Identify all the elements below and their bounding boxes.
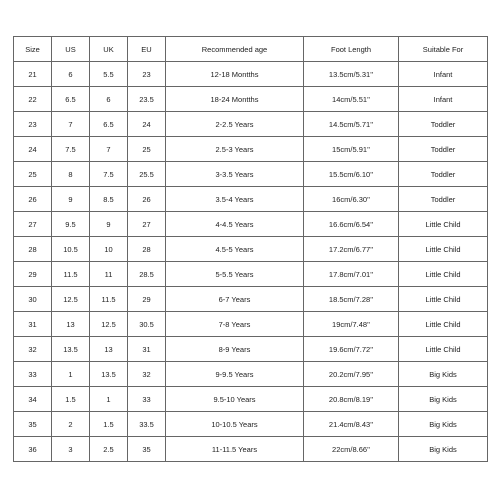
cell-us: 12.5 xyxy=(52,287,90,312)
cell-us: 13.5 xyxy=(52,337,90,362)
cell-uk: 1 xyxy=(90,387,128,412)
cell-recommended-age: 9-9.5 Years xyxy=(166,362,304,387)
cell-us: 6 xyxy=(52,62,90,87)
cell-recommended-age: 4-4.5 Years xyxy=(166,212,304,237)
cell-us: 9 xyxy=(52,187,90,212)
cell-suitable-for: Little Child xyxy=(399,237,488,262)
size-chart-table xyxy=(13,36,488,462)
header-eu: EU xyxy=(128,37,166,62)
cell-size: 35 xyxy=(14,412,52,437)
header-recommended-age: Recommended age xyxy=(166,37,304,62)
cell-us: 13 xyxy=(52,312,90,337)
cell-size: 29 xyxy=(14,262,52,287)
table-row xyxy=(14,287,488,312)
cell-size: 36 xyxy=(14,437,52,462)
table-row xyxy=(14,62,488,87)
cell-size: 33 xyxy=(14,362,52,387)
table-row xyxy=(14,87,488,112)
cell-us: 2 xyxy=(52,412,90,437)
cell-foot-length: 16cm/6.30'' xyxy=(304,187,399,212)
cell-foot-length: 17.2cm/6.77'' xyxy=(304,237,399,262)
cell-foot-length: 18.5cm/7.28'' xyxy=(304,287,399,312)
cell-size: 24 xyxy=(14,137,52,162)
cell-size: 30 xyxy=(14,287,52,312)
table-header-row xyxy=(14,37,488,62)
cell-eu: 23 xyxy=(128,62,166,87)
cell-uk: 11 xyxy=(90,262,128,287)
cell-eu: 29 xyxy=(128,287,166,312)
cell-recommended-age: 7-8 Years xyxy=(166,312,304,337)
cell-uk: 5.5 xyxy=(90,62,128,87)
cell-us: 8 xyxy=(52,162,90,187)
cell-eu: 26 xyxy=(128,187,166,212)
cell-us: 11.5 xyxy=(52,262,90,287)
cell-suitable-for: Infant xyxy=(399,87,488,112)
cell-uk: 8.5 xyxy=(90,187,128,212)
header-suitable-for: Suitable For xyxy=(399,37,488,62)
cell-eu: 24 xyxy=(128,112,166,137)
cell-suitable-for: Toddler xyxy=(399,187,488,212)
cell-us: 9.5 xyxy=(52,212,90,237)
cell-suitable-for: Toddler xyxy=(399,162,488,187)
cell-foot-length: 16.6cm/6.54'' xyxy=(304,212,399,237)
table-row xyxy=(14,112,488,137)
cell-recommended-age: 6-7 Years xyxy=(166,287,304,312)
cell-foot-length: 15.5cm/6.10'' xyxy=(304,162,399,187)
cell-size: 25 xyxy=(14,162,52,187)
cell-us: 1.5 xyxy=(52,387,90,412)
cell-recommended-age: 12-18 Montths xyxy=(166,62,304,87)
cell-uk: 12.5 xyxy=(90,312,128,337)
cell-recommended-age: 3.5-4 Years xyxy=(166,187,304,212)
cell-us: 7.5 xyxy=(52,137,90,162)
cell-uk: 7.5 xyxy=(90,162,128,187)
cell-recommended-age: 18-24 Montths xyxy=(166,87,304,112)
cell-recommended-age: 11-11.5 Years xyxy=(166,437,304,462)
cell-uk: 1.5 xyxy=(90,412,128,437)
cell-eu: 25 xyxy=(128,137,166,162)
cell-foot-length: 21.4cm/8.43'' xyxy=(304,412,399,437)
cell-size: 22 xyxy=(14,87,52,112)
cell-foot-length: 14.5cm/5.71'' xyxy=(304,112,399,137)
cell-recommended-age: 5-5.5 Years xyxy=(166,262,304,287)
table-row xyxy=(14,137,488,162)
cell-size: 23 xyxy=(14,112,52,137)
header-uk: UK xyxy=(90,37,128,62)
cell-recommended-age: 8-9 Years xyxy=(166,337,304,362)
cell-us: 10.5 xyxy=(52,237,90,262)
cell-uk: 9 xyxy=(90,212,128,237)
cell-suitable-for: Big Kids xyxy=(399,387,488,412)
cell-eu: 32 xyxy=(128,362,166,387)
cell-suitable-for: Little Child xyxy=(399,312,488,337)
cell-size: 32 xyxy=(14,337,52,362)
cell-uk: 11.5 xyxy=(90,287,128,312)
cell-uk: 2.5 xyxy=(90,437,128,462)
cell-size: 26 xyxy=(14,187,52,212)
cell-us: 6.5 xyxy=(52,87,90,112)
header-size: Size xyxy=(14,37,52,62)
cell-recommended-age: 9.5-10 Years xyxy=(166,387,304,412)
cell-eu: 28.5 xyxy=(128,262,166,287)
cell-suitable-for: Big Kids xyxy=(399,412,488,437)
header-us: US xyxy=(52,37,90,62)
cell-foot-length: 14cm/5.51'' xyxy=(304,87,399,112)
cell-uk: 7 xyxy=(90,137,128,162)
cell-us: 1 xyxy=(52,362,90,387)
table-row xyxy=(14,362,488,387)
table-row xyxy=(14,262,488,287)
cell-recommended-age: 2-2.5 Years xyxy=(166,112,304,137)
cell-foot-length: 17.8cm/7.01'' xyxy=(304,262,399,287)
cell-recommended-age: 10-10.5 Years xyxy=(166,412,304,437)
cell-foot-length: 13.5cm/5.31'' xyxy=(304,62,399,87)
cell-recommended-age: 2.5-3 Years xyxy=(166,137,304,162)
cell-eu: 35 xyxy=(128,437,166,462)
cell-eu: 30.5 xyxy=(128,312,166,337)
cell-uk: 6.5 xyxy=(90,112,128,137)
cell-eu: 27 xyxy=(128,212,166,237)
cell-foot-length: 19cm/7.48'' xyxy=(304,312,399,337)
cell-suitable-for: Toddler xyxy=(399,137,488,162)
table-row xyxy=(14,312,488,337)
cell-suitable-for: Big Kids xyxy=(399,362,488,387)
cell-uk: 13 xyxy=(90,337,128,362)
cell-eu: 28 xyxy=(128,237,166,262)
cell-size: 31 xyxy=(14,312,52,337)
table-row xyxy=(14,237,488,262)
cell-recommended-age: 4.5-5 Years xyxy=(166,237,304,262)
cell-foot-length: 20.2cm/7.95'' xyxy=(304,362,399,387)
cell-foot-length: 20.8cm/8.19'' xyxy=(304,387,399,412)
cell-eu: 33.5 xyxy=(128,412,166,437)
cell-uk: 10 xyxy=(90,237,128,262)
table-body xyxy=(14,62,488,462)
cell-size: 21 xyxy=(14,62,52,87)
cell-foot-length: 22cm/8.66'' xyxy=(304,437,399,462)
cell-uk: 6 xyxy=(90,87,128,112)
cell-eu: 31 xyxy=(128,337,166,362)
cell-foot-length: 19.6cm/7.72'' xyxy=(304,337,399,362)
table-row xyxy=(14,387,488,412)
header-foot-length: Foot Length xyxy=(304,37,399,62)
cell-suitable-for: Little Child xyxy=(399,212,488,237)
table-row xyxy=(14,212,488,237)
cell-suitable-for: Big Kids xyxy=(399,437,488,462)
cell-us: 7 xyxy=(52,112,90,137)
table-row xyxy=(14,187,488,212)
cell-suitable-for: Little Child xyxy=(399,337,488,362)
table-row xyxy=(14,437,488,462)
cell-size: 28 xyxy=(14,237,52,262)
cell-us: 3 xyxy=(52,437,90,462)
cell-eu: 25.5 xyxy=(128,162,166,187)
cell-eu: 33 xyxy=(128,387,166,412)
table-row xyxy=(14,162,488,187)
table-row xyxy=(14,337,488,362)
table-row xyxy=(14,412,488,437)
cell-eu: 23.5 xyxy=(128,87,166,112)
cell-suitable-for: Infant xyxy=(399,62,488,87)
cell-suitable-for: Little Child xyxy=(399,262,488,287)
cell-uk: 13.5 xyxy=(90,362,128,387)
cell-suitable-for: Little Child xyxy=(399,287,488,312)
cell-size: 34 xyxy=(14,387,52,412)
cell-recommended-age: 3-3.5 Years xyxy=(166,162,304,187)
cell-foot-length: 15cm/5.91'' xyxy=(304,137,399,162)
cell-suitable-for: Toddler xyxy=(399,112,488,137)
cell-size: 27 xyxy=(14,212,52,237)
